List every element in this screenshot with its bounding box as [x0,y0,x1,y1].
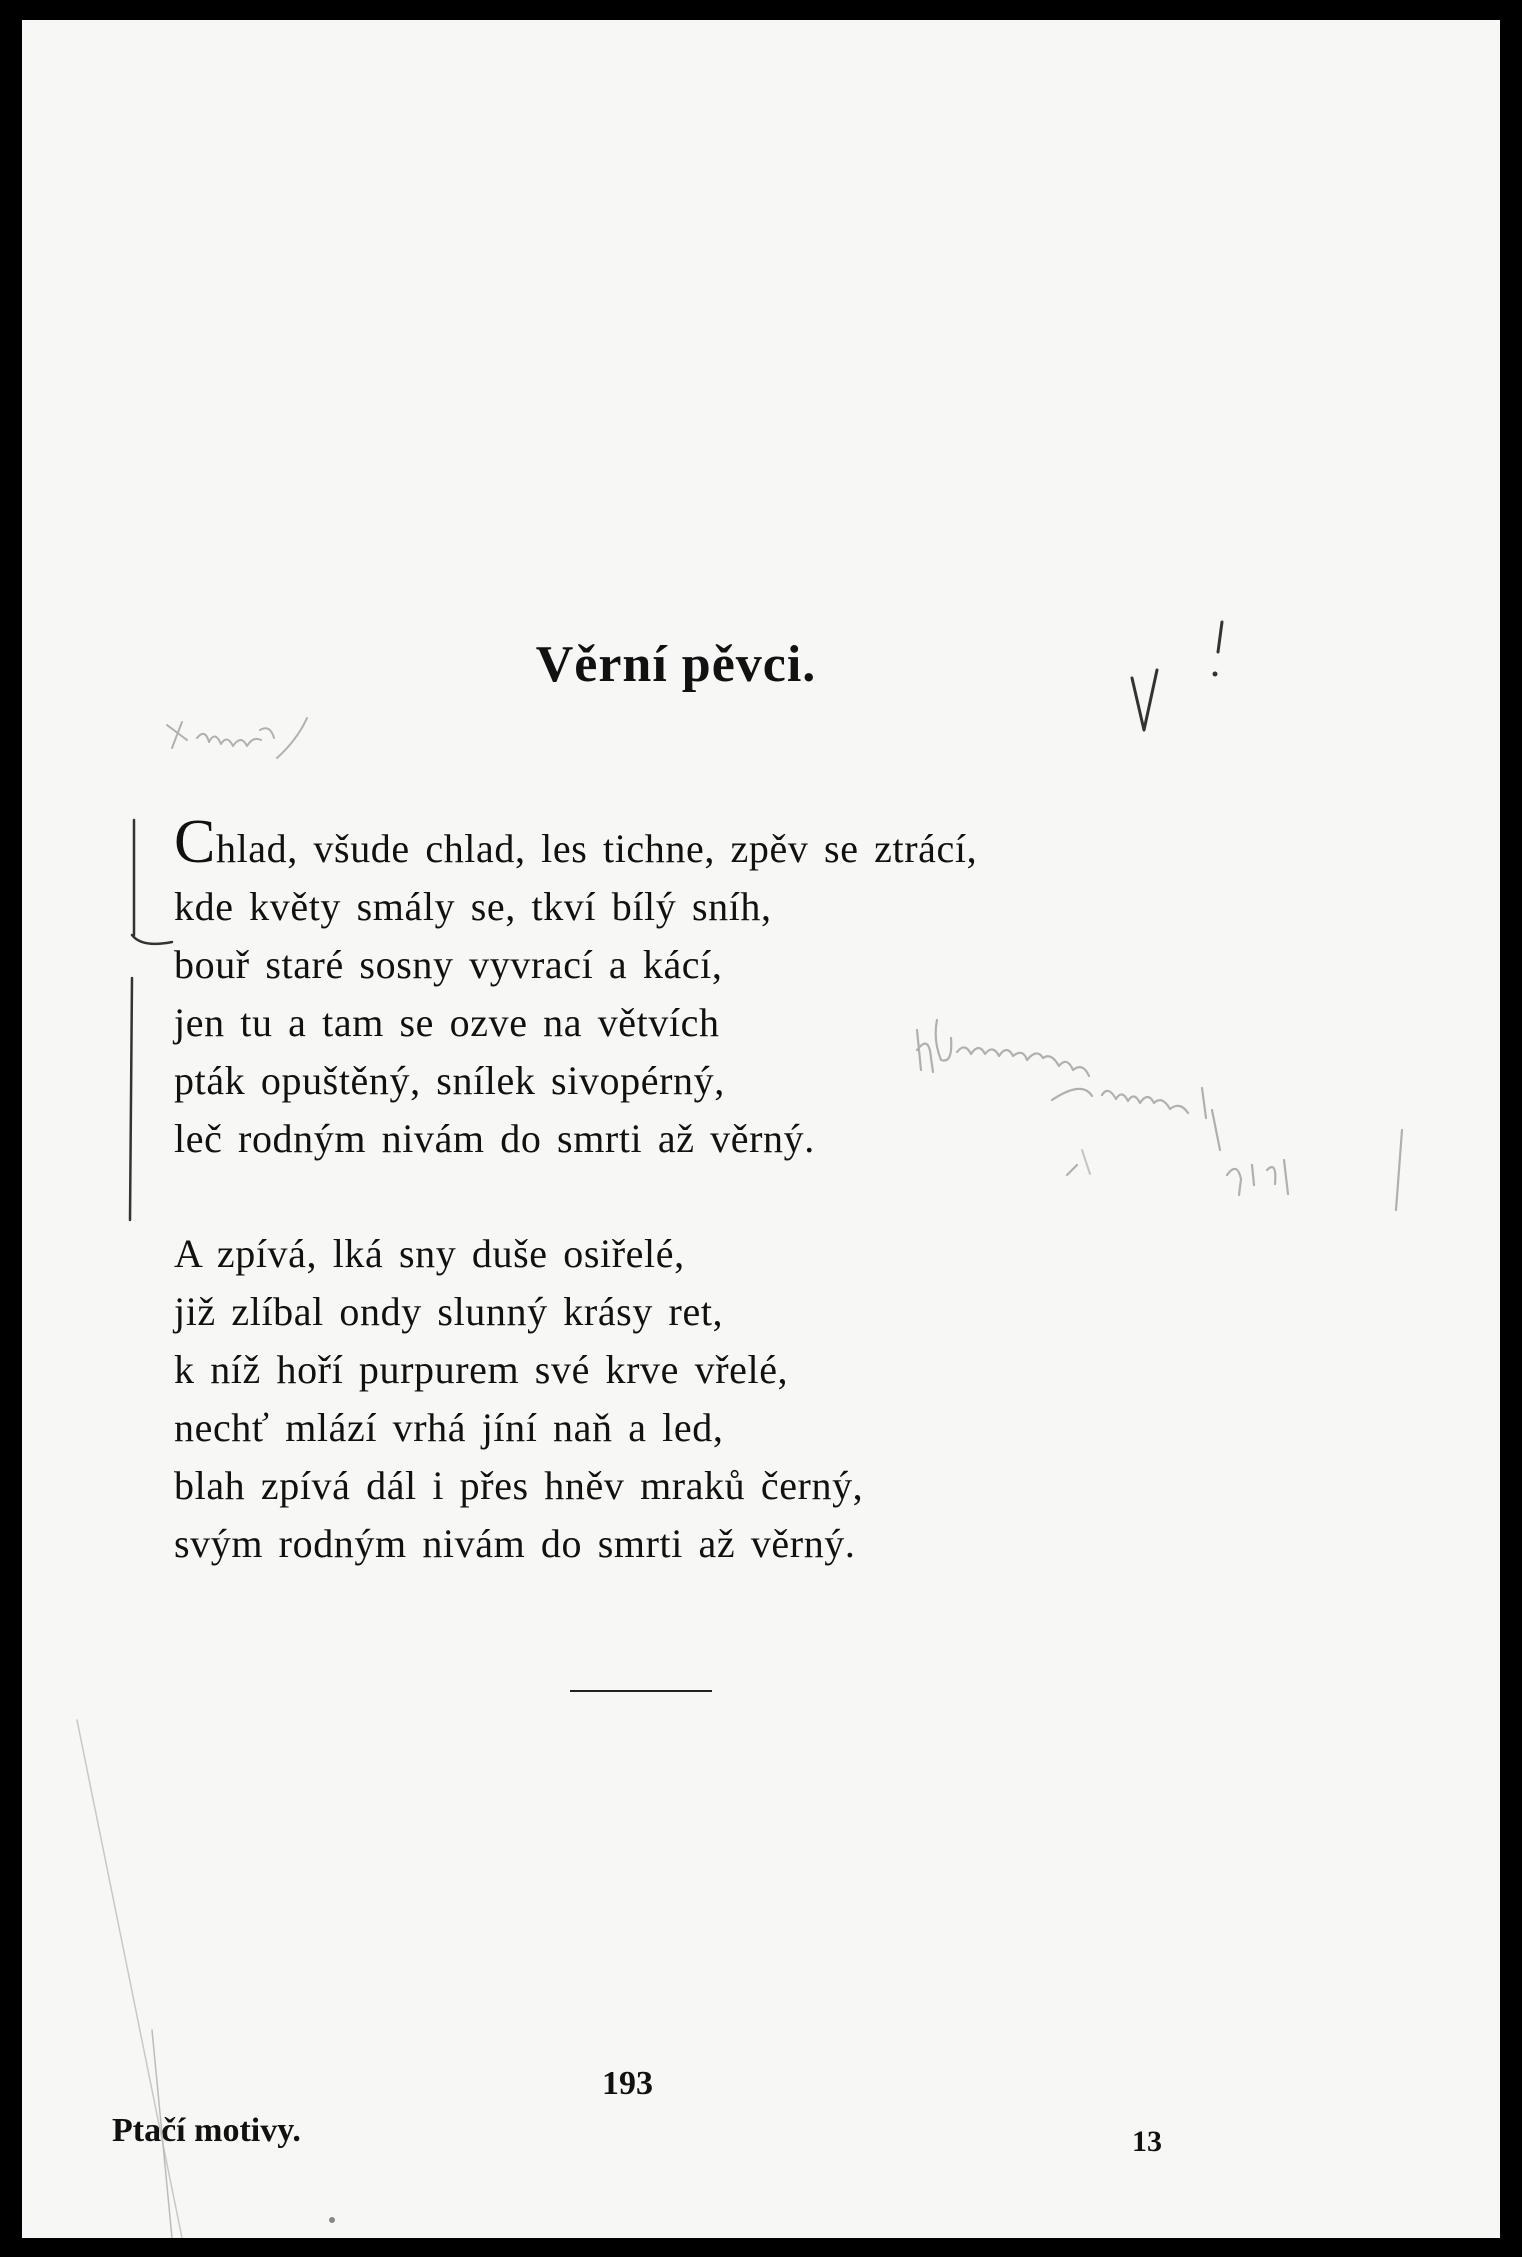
page-number: 193 [602,2065,653,2102]
book-title-footer: Ptačí motivy. [112,2112,301,2149]
poem-line: blah zpívá dál i přes hněv mraků černý, [174,1463,864,1508]
poem-line: již zlíbal ondy slunný krásy ret, [174,1289,724,1334]
section-divider [570,1690,712,1692]
faint-scribble [167,718,307,758]
poem-line: kde květy smály se, tkví bílý sníh, [174,884,772,929]
poem-line: bouř staré sosny vyvrací a kácí, [174,942,723,987]
poem-line: nechť mlází vrhá jíní naň a led, [174,1405,724,1450]
faint-line [77,1720,182,2238]
ink-speck [329,2217,335,2223]
poem-line: k níž hoří purpurem své krve vřelé, [174,1347,789,1392]
stanza-2 [174,1225,863,1573]
signature-mark: 13 [1132,2125,1162,2158]
poem-line: svým rodným nivám do smrti až věrný. [174,1521,856,1566]
drop-cap: C [174,808,216,876]
faint-handwriting-3 [1067,1130,1402,1210]
faint-handwriting-2 [1052,1088,1220,1150]
poem-title: Věrní pěvci. [535,636,817,693]
poem-line: jen tu a tam se ozve na větvích [174,1000,720,1045]
margin-bracket-foot [132,935,172,944]
book-page [22,20,1500,2238]
faint-handwriting-4 [1082,1150,1090,1174]
poem-line [174,808,978,878]
poem-line: A zpívá, lká sny duše osiřelé, [174,1231,685,1276]
margin-line [130,978,132,1220]
poem-line: pták opuštěný, snílek sivopérný, [174,1058,725,1103]
poem-line: leč rodným nivám do smrti až věrný. [174,1116,815,1161]
stanza-1 [174,808,978,1168]
poem-line-text: hlad, všude chlad, les tichne, zpěv se ztrácí, [215,826,978,871]
